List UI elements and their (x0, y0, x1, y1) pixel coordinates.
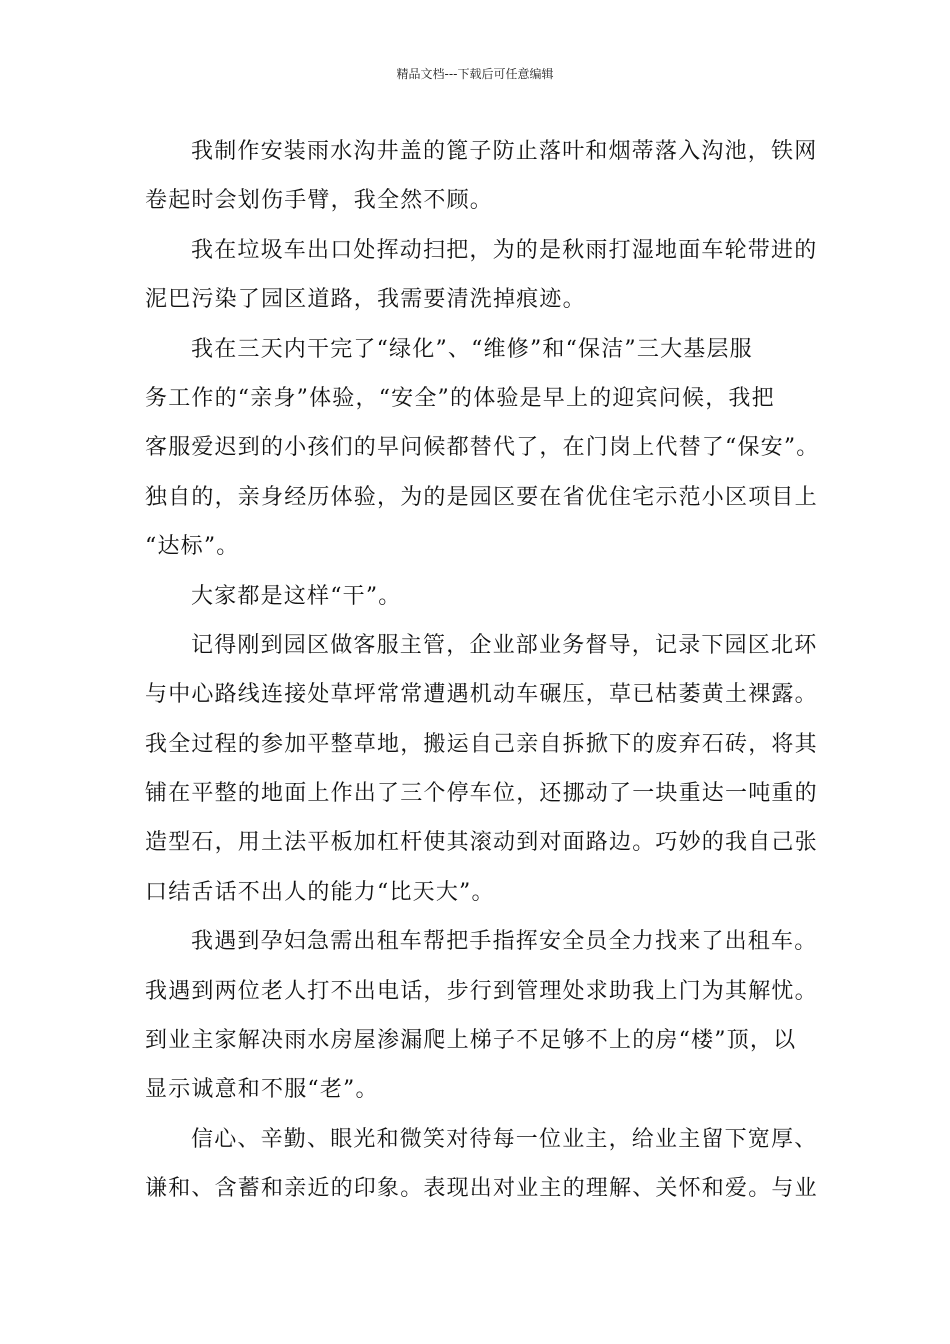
text-line: 记得刚到园区做客服主管，企业部业务督导，记录下园区北环 (191, 632, 818, 658)
text-line: 卷起时会划伤手臂，我全然不顾。 (145, 188, 494, 214)
text-line: 客服爱迟到的小孩们的早问候都替代了，在门岗上代替了“保安”。 (145, 435, 820, 461)
text-line: 我遇到孕妇急需出租车帮把手指挥安全员全力找来了出租车。 (191, 929, 818, 955)
page-header: 精品文档---下载后可任意编辑 (396, 67, 554, 81)
text-line: 我在垃圾车出口处挥动扫把，为的是秋雨打湿地面车轮带进的 (191, 237, 818, 263)
text-line: 泥巴污染了园区道路，我需要清洗掉痕迹。 (145, 287, 586, 313)
document-body (145, 132, 820, 1219)
text-line: 显示诚意和不服“老”。 (145, 1077, 379, 1103)
text-line: 到业主家解决雨水房屋渗漏爬上梯子不足够不上的房“楼”顶，以 (145, 1028, 797, 1054)
text-line: 务工作的“亲身”体验，“安全”的体验是早上的迎宾问候，我把 (145, 385, 775, 411)
text-line: 信心、辛勤、眼光和微笑对待每一位业主，给业主留下宽厚、 (191, 1126, 818, 1152)
text-line: 大家都是这样“干”。 (191, 583, 402, 609)
text-line: 我制作安装雨水沟井盖的篦子防止落叶和烟蒂落入沟池，铁网 (191, 139, 818, 164)
text-line: 造型石，用土法平板加杠杆使其滚动到对面路边。巧妙的我自己张 (145, 830, 818, 856)
text-line: 我在三天内干完了“绿化”、“维修”和“保洁”三大基层服 (191, 336, 753, 362)
text-line: 口结舌话不出人的能力“比天大”。 (145, 879, 495, 905)
text-line: 铺在平整的地面上作出了三个停车位，还挪动了一块重达一吨重的 (145, 781, 818, 807)
text-line: 我全过程的参加平整草地，搬运自己亲自拆掀下的废弃石砖，将其 (145, 731, 818, 757)
text-line: 谦和、含蓄和亲近的印象。表现出对业主的理解、关怀和爱。与业 (145, 1176, 818, 1202)
text-line: “达标”。 (145, 534, 240, 560)
text-line: 我遇到两位老人打不出电话，步行到管理处求助我上门为其解忧。 (145, 978, 818, 1004)
text-line: 独自的，亲身经历体验，为的是园区要在省优住宅示范小区项目上 (145, 484, 818, 510)
text-line: 与中心路线连接处草坪常常遭遇机动车碾压，草已枯萎黄土裸露。 (145, 682, 818, 708)
